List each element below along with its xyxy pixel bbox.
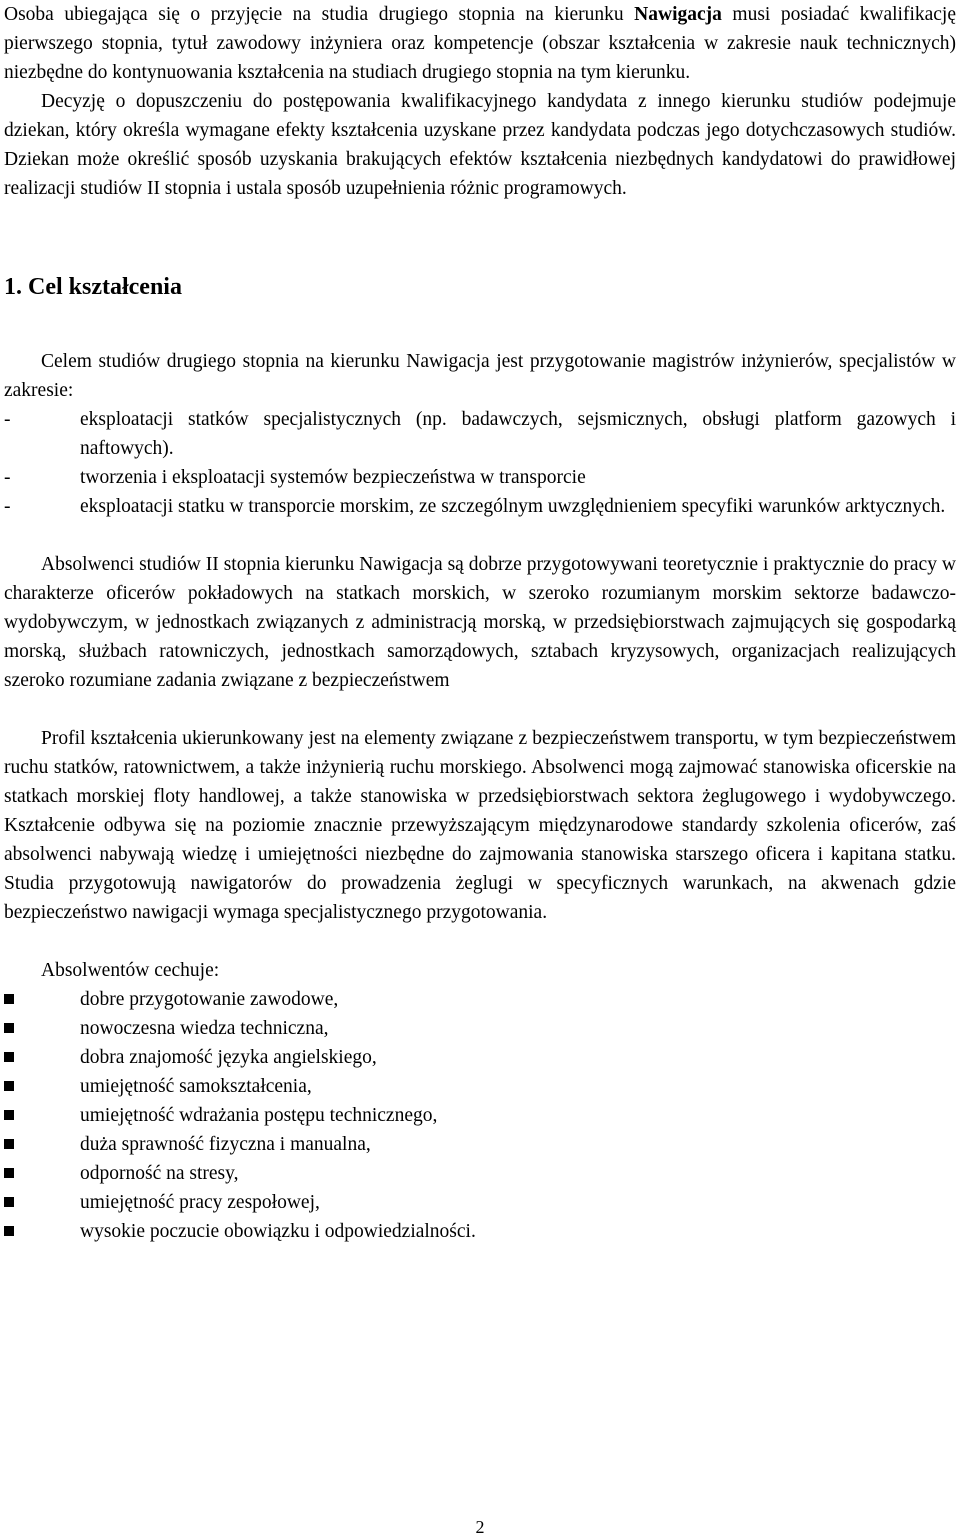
list-item-text: umiejętność pracy zespołowej, (80, 1192, 320, 1213)
list-item (4, 1101, 956, 1130)
dash-marker: - (4, 496, 11, 517)
list-item (4, 1188, 956, 1217)
square-bullet-icon (4, 1168, 14, 1178)
traits-intro: Absolwentów cechuje: (41, 960, 220, 981)
list-item-text: eksploatacji statków specjalistycznych (np. badawczych, sejsmicznych, obsługi platform gazowych i naftowych). (80, 409, 956, 459)
list-item-text: odporność na stresy, (80, 1163, 239, 1184)
list-item (4, 1217, 956, 1246)
intro-sentence-1a: Osoba ubiegająca się o przyjęcie na studia drugiego stopnia na kierunku (4, 4, 635, 25)
specialization-list (4, 405, 956, 521)
list-item (4, 463, 956, 492)
list-item-text: dobra znajomość języka angielskiego, (80, 1047, 377, 1068)
list-item (4, 405, 956, 463)
intro-bold-term: Nawigacja (634, 4, 722, 25)
list-item-text: wysokie poczucie obowiązku i odpowiedzialności. (80, 1221, 476, 1242)
intro-sentence-3: Dziekan może określić sposób uzyskania brakujących efektów kształcenia niezbędnych kandydatowi do prawidłowej realizacji studiów II stopnia i ustala sposób uzupełnienia różnic programowych. (4, 149, 956, 199)
graduates-paragraph: Absolwenci studiów II stopnia kierunku Nawigacja są dobrze przygotowywani teoretycznie i praktycznie do pracy w charakterze oficerów pokładowych na statkach morskich, w szeroko rozumianym morskim sektorze badawczo-wydobywczym, w jednostkach związanych z administracją morską, w przedsiębiorstwach zajmujących się gospodarką morską, służbach ratowniczych, jednostkach samorządowych, sztabach kryzysowych, organizacjach realizujących szeroko rozumiane zadania związane z bezpieczeństwem (4, 554, 956, 691)
dash-marker: - (4, 409, 11, 430)
list-item-text: umiejętność wdrażania postępu technicznego, (80, 1105, 438, 1126)
list-item-text: duża sprawność fizyczna i manualna, (80, 1134, 371, 1155)
admission-decision-paragraph (4, 87, 956, 203)
profile-paragraph: Profil kształcenia ukierunkowany jest na elementy związane z bezpieczeństwem transportu, w tym bezpieczeństwem ruchu statków, ratownictwem, a także inżynierią ruchu morskiego. Absolwenci mogą zajmować stanowiska oficerskie na statkach morskiej floty handlowej, a także stanowiska w przedsiębiorstwach sektora żeglugowego i wydobywczego. Kształcenie odbywa się na poziomie znacznie przewyższającym międzynarodowe standardy szkolenia oficerów, zaś absolwenci nabywają wiedzę i umiejętności niezbędne do zajmowania stanowiska starszego oficera i kapitana statku. Studia przygotowują nawigatorów do prowadzenia żeglugi w specyficznych warunkach, na akwenach gdzie bezpieczeństwo nawigacji wymaga specjalistycznego przygotowania. (4, 728, 956, 923)
list-item (4, 492, 956, 521)
square-bullet-icon (4, 1197, 14, 1207)
section-heading: 1. Cel kształcenia (4, 274, 182, 300)
page-number: 2 (475, 1517, 485, 1537)
traits-list (4, 985, 956, 1246)
list-item-text: umiejętność samokształcenia, (80, 1076, 312, 1097)
list-item (4, 985, 956, 1014)
square-bullet-icon (4, 1023, 14, 1033)
dash-marker: - (4, 467, 11, 488)
intro-sentence-2: Decyzję o dopuszczeniu do postępowania kwalifikacyjnego kandydata z innego kierunku studiów podejmuje dziekan, który określa wymagane efekty kształcenia uzyskane przez kandydata podczas jego dotychczasowych studiów. (4, 91, 956, 141)
document-page (4, 0, 956, 1246)
square-bullet-icon (4, 1081, 14, 1091)
intro-paragraph (4, 0, 956, 87)
square-bullet-icon (4, 1110, 14, 1120)
list-item-text: tworzenia i eksploatacji systemów bezpieczeństwa w transporcie (80, 467, 586, 488)
list-item-text: eksploatacji statku w transporcie morskim, ze szczególnym uwzględnieniem specyfiki warunków arktycznych. (80, 496, 946, 517)
list-item-text: nowoczesna wiedza techniczna, (80, 1018, 329, 1039)
list-item-text: dobre przygotowanie zawodowe, (80, 989, 339, 1010)
square-bullet-icon (4, 1139, 14, 1149)
intro-sentence-1b: musi posiadać kwalifikację pierwszego stopnia, tytuł zawodowy inżyniera oraz kompetencje (obszar kształcenia w zakresie nauk technicznych) niezbędne do kontynuowania kształcenia na studiach drugiego stopnia na tym kierunku. (4, 4, 956, 83)
square-bullet-icon (4, 1052, 14, 1062)
list-item (4, 1159, 956, 1188)
list-item (4, 1043, 956, 1072)
list-item (4, 1014, 956, 1043)
list-item (4, 1072, 956, 1101)
square-bullet-icon (4, 994, 14, 1004)
list-item (4, 1130, 956, 1159)
celem-paragraph: Celem studiów drugiego stopnia na kierunku Nawigacja jest przygotowanie magistrów inżynierów, specjalistów w zakresie: (4, 351, 956, 401)
square-bullet-icon (4, 1226, 14, 1236)
